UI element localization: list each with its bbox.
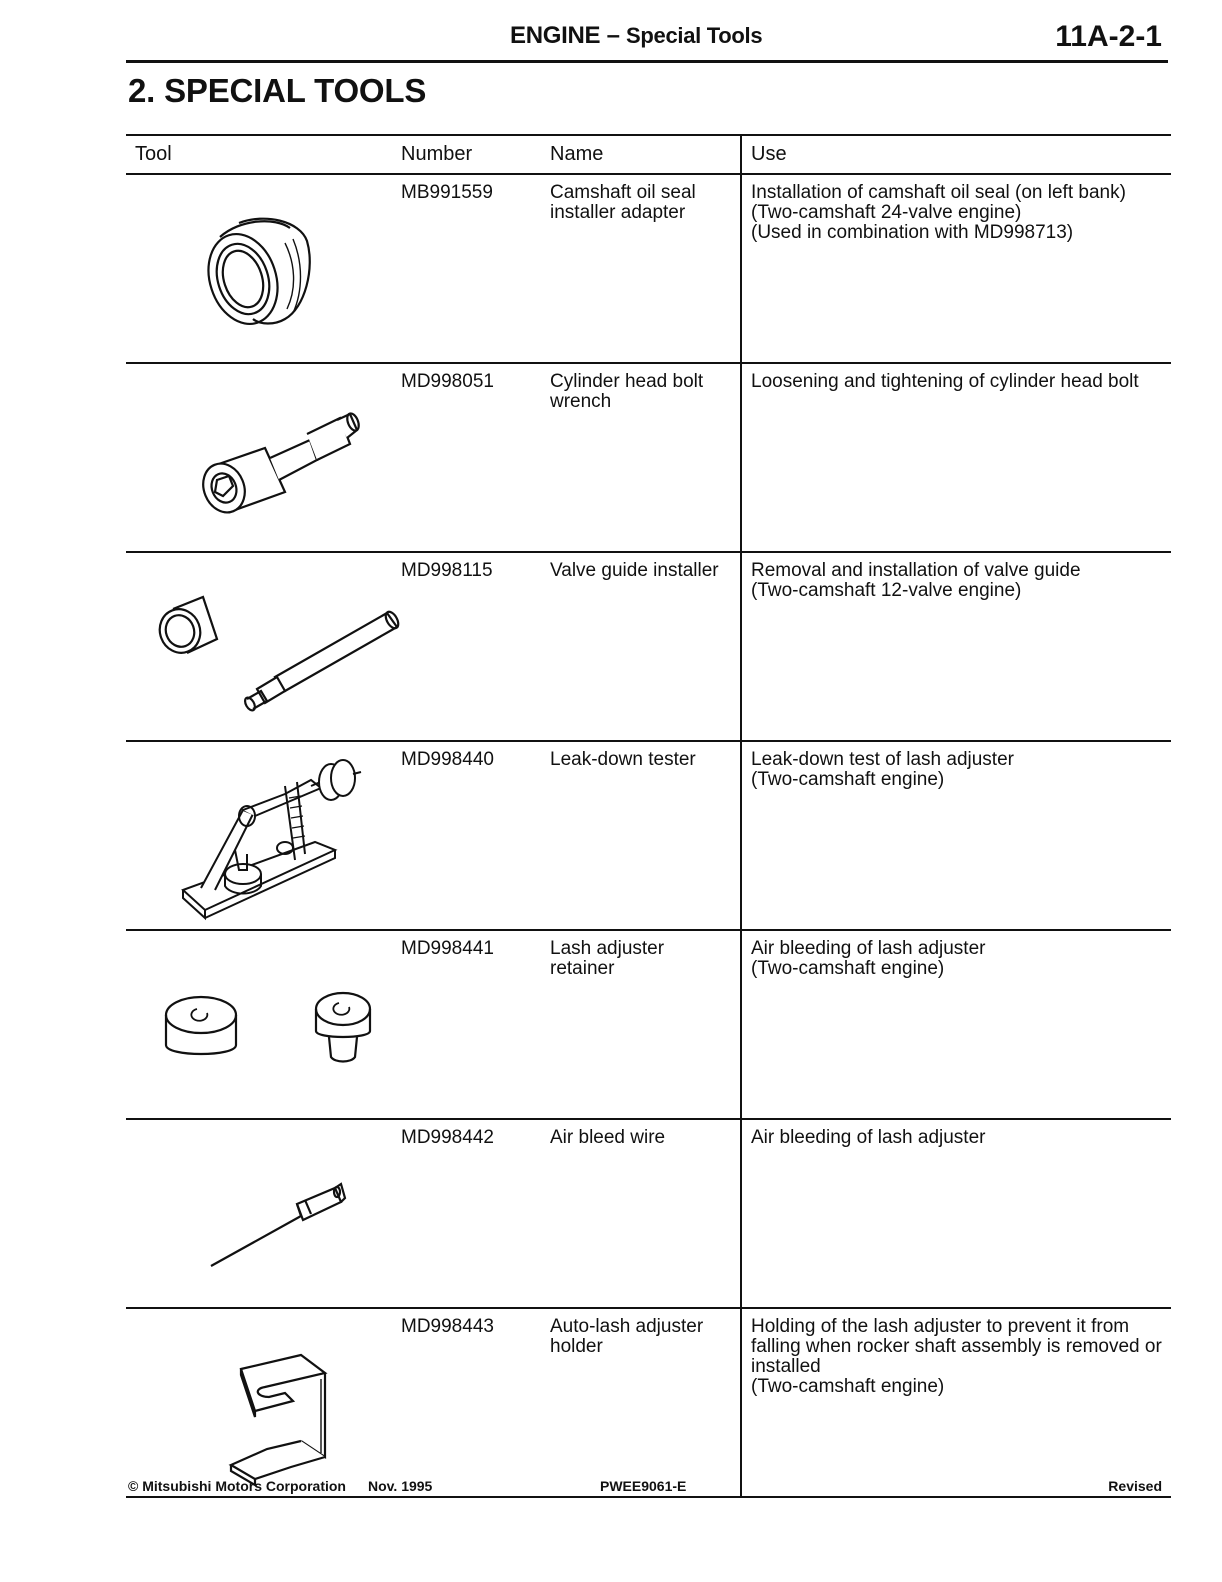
table-row	[126, 1308, 1171, 1497]
tool-use: Air bleeding of lash adjuster	[741, 1119, 1171, 1308]
tool-illustration-cell	[126, 1308, 392, 1497]
table-row	[126, 741, 1171, 930]
tool-use: Loosening and tightening of cylinder head bolt	[741, 363, 1171, 552]
tool-illustration-cell	[126, 174, 392, 363]
tool-illustration-cell	[126, 741, 392, 930]
tool-number: MD998441	[392, 930, 541, 1119]
table-row	[126, 930, 1171, 1119]
column-header-use: Use	[741, 135, 1171, 174]
section-title: 2. SPECIAL TOOLS	[128, 72, 427, 109]
cylinder-head-bolt-wrench-icon	[135, 372, 401, 551]
footer-date: Nov. 1995	[368, 1478, 433, 1494]
header-subtitle: Special Tools	[626, 23, 763, 48]
table-header-row	[126, 135, 1171, 174]
footer-document-code: PWEE9061-E	[600, 1478, 687, 1494]
tool-number: MD998115	[392, 552, 541, 741]
table-row	[126, 363, 1171, 552]
page-number: 11A-2-1	[1055, 20, 1162, 53]
tool-name: Auto-lash adjuster holder	[541, 1308, 741, 1497]
header-dash: –	[600, 22, 627, 49]
tool-illustration-cell	[126, 552, 392, 741]
lash-adjuster-retainer-icon	[135, 939, 401, 1118]
leak-down-tester-icon	[135, 750, 401, 929]
tool-number: MD998442	[392, 1119, 541, 1308]
footer-status: Revised	[1108, 1478, 1162, 1494]
tool-number: MD998443	[392, 1308, 541, 1497]
tool-name: Air bleed wire	[541, 1119, 741, 1308]
tool-name: Leak-down tester	[541, 741, 741, 930]
tool-illustration-cell	[126, 930, 392, 1119]
table-row	[126, 1119, 1171, 1308]
table-row	[126, 174, 1171, 363]
column-header-tool: Tool	[126, 135, 392, 174]
tool-illustration-cell	[126, 363, 392, 552]
tool-name: Camshaft oil seal installer adapter	[541, 174, 741, 363]
column-header-number: Number	[392, 135, 541, 174]
tool-name: Cylinder head bolt wrench	[541, 363, 741, 552]
air-bleed-wire-icon	[135, 1128, 401, 1307]
tool-number: MD998051	[392, 363, 541, 552]
valve-guide-installer-icon	[135, 561, 401, 740]
header-rule	[126, 60, 1168, 63]
tool-number: MD998440	[392, 741, 541, 930]
footer-copyright: © Mitsubishi Motors Corporation	[128, 1478, 346, 1494]
tool-name: Valve guide installer	[541, 552, 741, 741]
tool-name: Lash adjuster retainer	[541, 930, 741, 1119]
header-title	[510, 22, 762, 50]
header-chapter: ENGINE	[510, 22, 601, 49]
auto-lash-adjuster-holder-icon	[135, 1317, 401, 1496]
special-tools-table	[126, 134, 1171, 1498]
tool-use: Air bleeding of lash adjuster (Two-camshaft engine)	[741, 930, 1171, 1119]
camshaft-oil-seal-adapter-icon	[135, 183, 401, 362]
tool-use: Installation of camshaft oil seal (on left bank) (Two-camshaft 24-valve engine) (Used in combination with MD998713)	[741, 174, 1171, 363]
table-row	[126, 552, 1171, 741]
tool-use: Holding of the lash adjuster to prevent it from falling when rocker shaft assembly is removed or installed (Two-camshaft engine)	[741, 1308, 1171, 1497]
tool-number: MB991559	[392, 174, 541, 363]
tool-use: Removal and installation of valve guide (Two-camshaft 12-valve engine)	[741, 552, 1171, 741]
column-header-name: Name	[541, 135, 741, 174]
tool-use: Leak-down test of lash adjuster (Two-camshaft engine)	[741, 741, 1171, 930]
tool-illustration-cell	[126, 1119, 392, 1308]
